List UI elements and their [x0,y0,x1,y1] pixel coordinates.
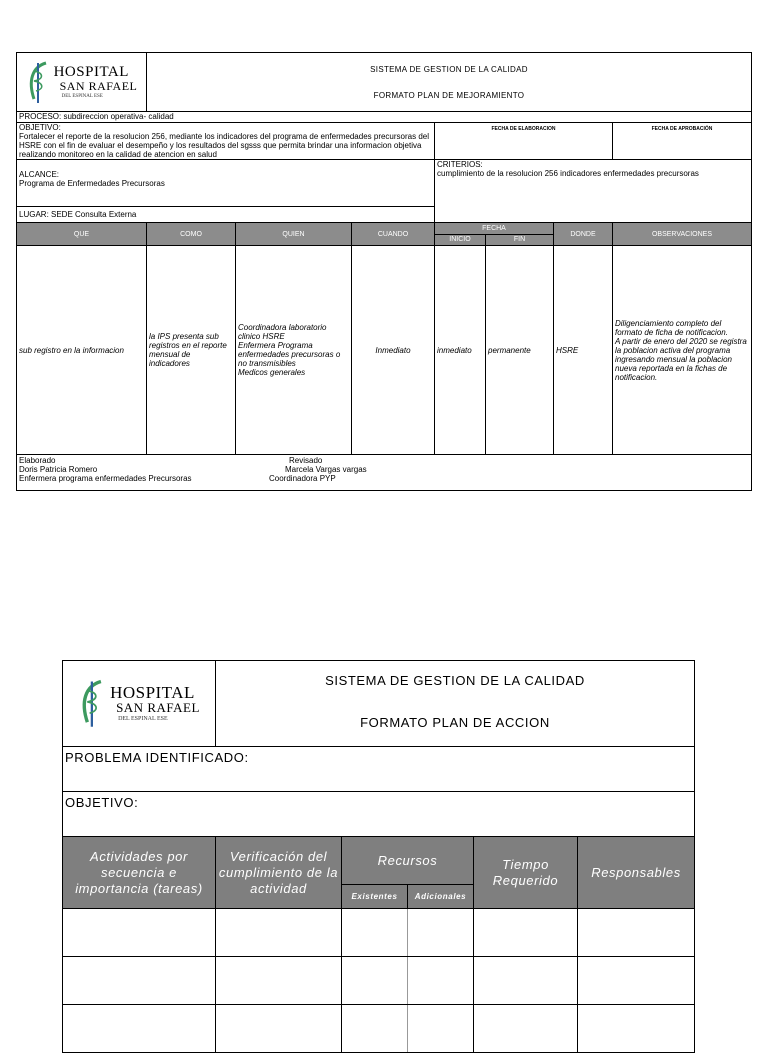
col-fin: FIN [486,235,554,246]
empty-cell[interactable] [216,909,342,957]
col-responsables: Responsables [578,837,695,909]
col-tiempo: Tiempo Requerido [474,837,578,909]
elaborado-role: Enfermera programa enfermedades Precursoras [19,474,192,483]
col-recursos: Recursos [342,837,474,885]
title-cell [147,53,752,112]
col-actividades: Actividades por secuencia e importancia (tareas) [63,837,216,909]
fecha-elaboracion-label: FECHA DE ELABORACION [491,126,556,132]
table-row [17,246,752,455]
plan-accion-form [62,660,695,1053]
form-title: FORMATO PLAN DE ACCION [360,715,550,730]
cell-cuando: Inmediato [352,246,435,455]
empty-cell[interactable] [63,909,216,957]
fecha-aprobacion-cell [613,123,752,160]
cell-quien: Coordinadora laboratorio clinico HSRE Enfermera Programa enfermedades precursoras o no transmisibles Medicos generales [236,246,352,455]
cell-que: sub registro en la informacion [17,246,147,455]
criterios-cell [435,160,752,223]
logo-line2: SAN RAFAEL [116,699,200,715]
col-observaciones: OBSERVACIONES [613,223,752,246]
empty-cell[interactable] [408,1005,474,1053]
form-system-title: SISTEMA DE GESTION DE LA CALIDAD [325,673,585,688]
criterios-label: CRITERIOS: [437,160,483,169]
table-row [63,1005,695,1053]
logo-line1: HOSPITAL [110,682,195,702]
elaborado-label: Elaborado [19,456,56,465]
problema-cell: PROBLEMA IDENTIFICADO: [63,747,695,792]
laurel-caduceus-icon [26,59,52,105]
criterios-text: cumplimiento de la resolucion 256 indicadores enfermedades precursoras [437,169,699,178]
col-existentes: Existentes [342,885,408,909]
laurel-caduceus-icon [78,677,108,729]
table-row [63,957,695,1005]
empty-cell[interactable] [474,1005,578,1053]
empty-cell[interactable] [342,1005,408,1053]
col-inicio: INICIO [435,235,486,246]
empty-cell[interactable] [578,957,695,1005]
empty-cell[interactable] [342,957,408,1005]
elaborado-name: Doris Patricia Romero [19,465,98,474]
cell-inicio: inmediato [435,246,486,455]
table-row [63,909,695,957]
cell-donde: HSRE [554,246,613,455]
col-fecha: FECHA [435,223,554,235]
empty-cell[interactable] [474,909,578,957]
lugar-cell: LUGAR: SEDE Consulta Externa [17,207,435,223]
fecha-aprobacion-label: FECHA DE APROBACIÓN [651,126,713,132]
logo-line3: DEL ESPINAL ESE [118,715,168,722]
logo-cell [63,661,216,747]
form-title: FORMATO PLAN DE MEJORAMIENTO [373,90,525,100]
alcance-label: ALCANCE: [19,170,60,179]
empty-cell[interactable] [342,909,408,957]
hospital-logo [65,677,213,729]
empty-cell[interactable] [578,1005,695,1053]
logo-line3: DEL ESPINAL ESE [61,94,103,99]
form-system-title: SISTEMA DE GESTION DE LA CALIDAD [370,64,528,74]
col-adicionales: Adicionales [408,885,474,909]
alcance-cell [17,160,435,207]
empty-cell[interactable] [216,1005,342,1053]
fecha-elaboracion-cell [435,123,613,160]
logo-cell [17,53,147,112]
empty-cell[interactable] [216,957,342,1005]
revisado-name: Marcela Vargas vargas [285,465,367,474]
objetivo-text: Fortalecer el reporte de la resolucion 256, mediante los indicadores del programa de enfermedades precursoras del HSRE con el fin de evaluar el desempeño y los resultados del sgsss que permita brindar una informacion objetiva realizando monitoreo en la calidad de atencion en salud [19,132,430,159]
col-que: QUE [17,223,147,246]
proceso-cell: PROCESO: subdireccion operativa- calidad [17,112,752,123]
col-verificacion: Verificación del cumplimiento de la actividad [216,837,342,909]
hospital-logo [19,59,144,105]
empty-cell[interactable] [474,957,578,1005]
footer-cell [17,455,752,491]
objetivo-label: OBJETIVO: [19,123,61,132]
title-cell [216,661,695,747]
alcance-text: Programa de Enfermedades Precursoras [19,179,165,188]
col-como: COMO [147,223,236,246]
col-quien: QUIEN [236,223,352,246]
empty-cell[interactable] [408,909,474,957]
logo-line1: HOSPITAL [53,64,129,80]
objetivo-cell: OBJETIVO: [63,792,695,837]
revisado-role: Coordinadora PYP [269,474,336,483]
revisado-label: Revisado [289,456,323,465]
empty-cell[interactable] [63,1005,216,1053]
cell-observaciones: Diligenciamiento completo del formato de ficha de notificacion. A partir de enero del 2020 se registra la poblacion activa del programa ingresando mensual la poblacion nueva reportada en la fichas de notificacion. [613,246,752,455]
col-cuando: CUANDO [352,223,435,246]
col-donde: DONDE [554,223,613,246]
plan-mejoramiento-form [16,52,752,491]
objetivo-cell [17,123,435,160]
cell-fin: permanente [486,246,554,455]
empty-cell[interactable] [63,957,216,1005]
logo-line2: SAN RAFAEL [59,79,138,93]
empty-cell[interactable] [408,957,474,1005]
empty-cell[interactable] [578,909,695,957]
cell-como: la IPS presenta sub registros en el reporte mensual de indicadores [147,246,236,455]
